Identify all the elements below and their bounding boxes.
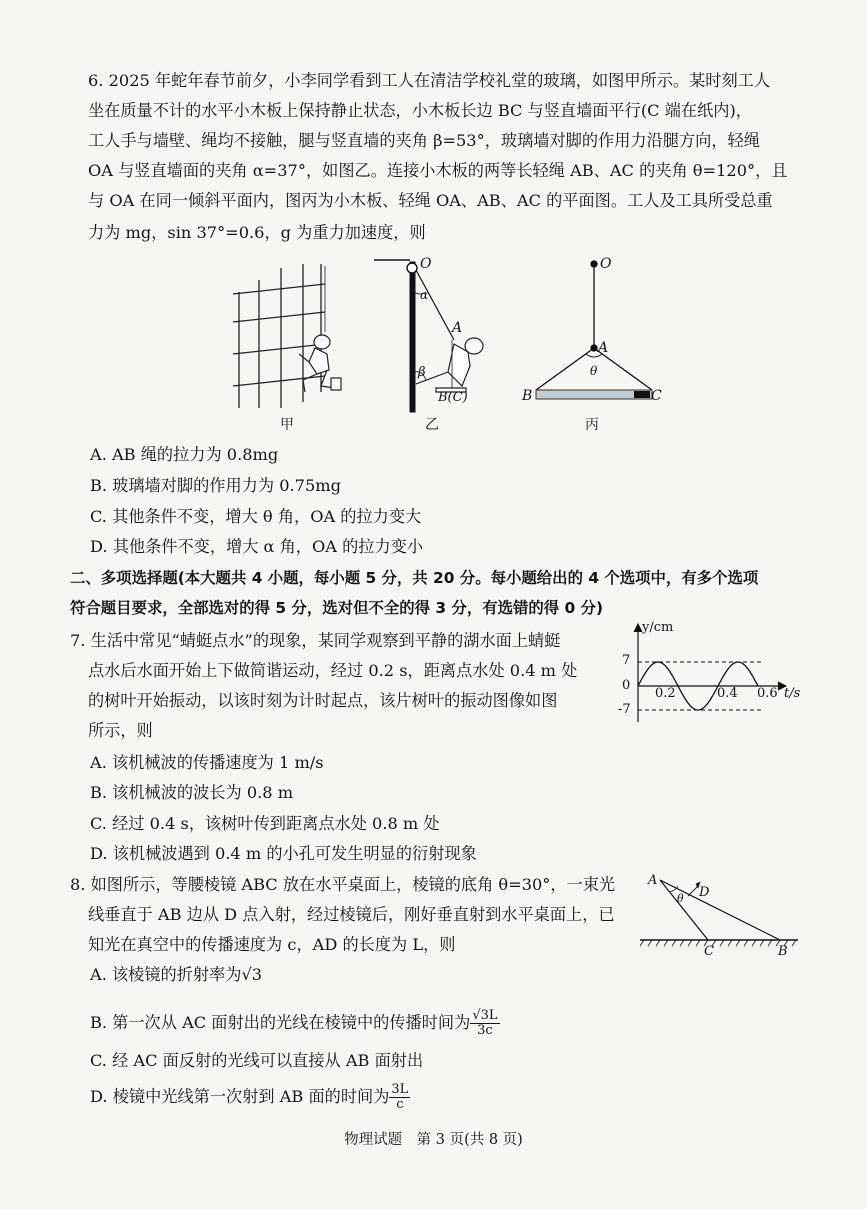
section-2-line-1: 二、多项选择题(本大题共 4 小题，每小题 5 分，共 20 分。每小题给出的 4 个选项中，有多个选项 xyxy=(70,569,759,587)
q8-option-b xyxy=(90,1008,500,1038)
q7-graph-xtick-0-2: 0.2 xyxy=(655,686,676,701)
q8-option-b-numerator: √3L xyxy=(472,1008,498,1023)
q8-option-d-fraction xyxy=(389,1083,410,1112)
label-beta: β xyxy=(418,365,426,380)
q6-option-a: A. AB 绳的拉力为 0.8mg xyxy=(90,445,279,464)
q6-option-d: D. 其他条件不变，增大 α 角，OA 的拉力变小 xyxy=(90,537,424,556)
label-alpha: α xyxy=(420,288,429,302)
q7-line-2: 点水后水面开始上下做简谐运动，经过 0.2 s，距离点水处 0.4 m 处 xyxy=(88,661,578,680)
label-A-bing: A xyxy=(598,340,609,356)
figure-bing-plane-view xyxy=(518,252,668,414)
q7-line-1: 7. 生活中常见“蜻蜓点水”的现象，某同学观察到平静的湖水面上蜻蜓 xyxy=(70,631,561,650)
q8-option-d-numerator: 3L xyxy=(391,1082,409,1097)
caption-yi: 乙 xyxy=(425,417,439,433)
q8-label-B: B xyxy=(778,944,788,959)
figure-yi-force-diagram xyxy=(370,252,490,414)
q6-line-5: 与 OA 在同一倾斜平面内，图丙为小木板、轻绳 OA、AB、AC 的平面图。工人及工具所受总重 xyxy=(88,191,773,210)
section-2-line-2: 符合题目要求，全部选对的得 5 分，选对但不全的得 3 分，有选错的得 0 分) xyxy=(70,599,604,617)
q7-option-b: B. 该机械波的波长为 0.8 m xyxy=(90,783,294,802)
q8-line-2: 线垂直于 AB 边从 D 点入射，经过棱镜后，刚好垂直射到水平桌面上，已 xyxy=(88,905,615,924)
q8-option-b-denominator: 3c xyxy=(477,1023,493,1038)
q7-line-4: 所示，则 xyxy=(88,721,153,740)
q7-option-d: D. 该机械波遇到 0.4 m 的小孔可发生明显的衍射现象 xyxy=(90,844,477,863)
q7-graph-xtick-0-4: 0.4 xyxy=(717,686,738,701)
q8-prism-figure xyxy=(640,868,800,960)
q7-option-c: C. 经过 0.4 s，该树叶传到距离点水处 0.8 m 处 xyxy=(90,814,440,833)
q6-line-1: 6. 2025 年蛇年春节前夕，小李同学看到工人在清洁学校礼堂的玻璃，如图甲所示。某时刻工人 xyxy=(88,71,771,90)
q8-label-A: A xyxy=(648,873,658,888)
label-O-bing: O xyxy=(600,256,612,272)
q7-graph-origin: 0 xyxy=(622,678,631,693)
label-C-bing: C xyxy=(651,388,662,404)
label-A-yi: A xyxy=(452,320,463,336)
q8-option-b-fraction xyxy=(470,1009,499,1038)
q6-line-2: 坐在质量不计的水平小木板上保持静止状态，小木板长边 BC 与竖直墙面平行(C 端在纸内)， xyxy=(88,101,752,120)
q8-option-d xyxy=(90,1082,410,1112)
q7-graph-xlabel: t/s xyxy=(784,686,801,701)
q8-option-d-text: D. 棱镜中光线第一次射到 AB 面的时间为 xyxy=(90,1087,390,1106)
label-B-bing: B xyxy=(522,388,533,404)
q7-option-a: A. 该机械波的传播速度为 1 m/s xyxy=(90,753,324,772)
q8-label-C: C xyxy=(704,944,714,959)
caption-bing: 丙 xyxy=(585,417,599,433)
figure-jia-window-cleaner xyxy=(225,262,360,410)
q7-line-3: 的树叶开始振动，以该时刻为计时起点，该片树叶的振动图像如图 xyxy=(88,691,558,710)
q7-graph-ylabel: y/cm xyxy=(642,620,674,635)
q8-option-b-text: B. 第一次从 AC 面射出的光线在棱镜中的传播时间为 xyxy=(90,1013,471,1032)
page-footer: 物理试题 第 3 页(共 8 页) xyxy=(344,1132,523,1148)
q7-graph-ytick-7: 7 xyxy=(622,653,631,668)
q8-line-1: 8. 如图所示，等腰棱镜 ABC 放在水平桌面上，棱镜的底角 θ=30°，一束光 xyxy=(70,875,616,894)
label-theta-bing: θ xyxy=(590,364,598,378)
q7-graph-xtick-0-6: 0.6 xyxy=(757,686,778,701)
q6-line-4: OA 与竖直墙面的夹角 α=37°，如图乙。连接小木板的两等长轻绳 AB、AC 的夹角 θ=120°，且 xyxy=(88,161,788,180)
q6-option-c: C. 其他条件不变，增大 θ 角，OA 的拉力变大 xyxy=(90,507,422,526)
caption-jia: 甲 xyxy=(280,417,294,433)
q6-line-6: 力为 mg，sin 37°=0.6，g 为重力加速度，则 xyxy=(88,223,426,242)
q8-label-theta: θ xyxy=(677,892,684,905)
q8-option-c: C. 经 AC 面反射的光线可以直接从 AB 面射出 xyxy=(90,1051,424,1070)
q8-option-a: A. 该棱镜的折射率为√3 xyxy=(90,965,263,984)
q8-line-3: 知光在真空中的传播速度为 c，AD 的长度为 L，则 xyxy=(88,935,456,954)
label-O-yi: O xyxy=(420,256,432,272)
q8-option-d-denominator: c xyxy=(396,1097,404,1112)
q8-label-D: D xyxy=(699,885,710,900)
label-BC-yi: B(C) xyxy=(438,390,468,405)
q6-line-3: 工人手与墙壁、绳均不接触，腿与竖直墙的夹角 β=53°，玻璃墙对脚的作用力沿腿方向，轻绳 xyxy=(88,131,760,150)
q6-option-b: B. 玻璃墙对脚的作用力为 0.75mg xyxy=(90,476,341,495)
q7-graph-ytick-minus7: -7 xyxy=(618,702,631,717)
